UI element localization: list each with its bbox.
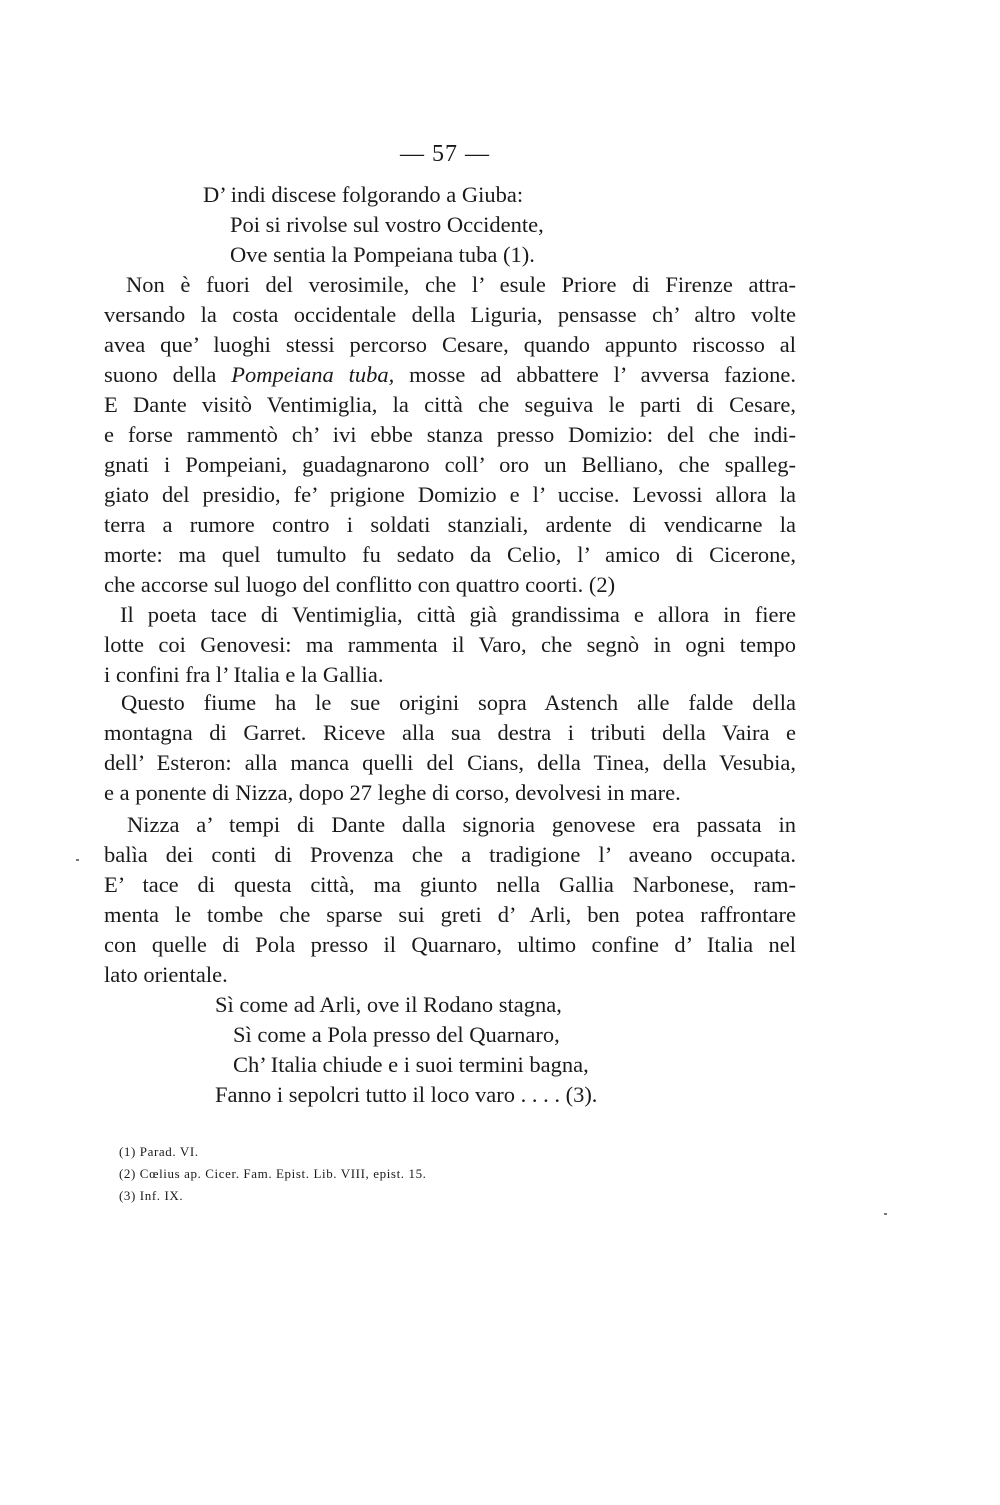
paragraph-line: E’ tace di questa città, ma giunto nella Gallia Narbonese, ram- <box>104 872 796 897</box>
paragraph-line: e a ponente di Nizza, dopo 27 leghe di corso, devolvesi in mare. <box>104 780 681 805</box>
paragraph-line: giato del presidio, fe’ prigione Domizio e l’ uccise. Levossi allora la <box>104 482 796 507</box>
paragraph-line: montagna di Garret. Riceve alla sua destra i tributi della Vaira e <box>104 720 796 745</box>
paragraph-line: Questo fiume ha le sue origini sopra Astench alle falde della <box>121 690 796 715</box>
page-number: — 57 — <box>400 141 490 167</box>
paragraph-line: lato orientale. <box>104 962 228 987</box>
paragraph-line: balìa dei conti di Provenza che a tradigione l’ aveano occupata. <box>104 842 796 867</box>
paragraph-line: e forse rammentò ch’ ivi ebbe stanza presso Domizio: del che indi- <box>104 422 796 447</box>
text-run: mosse ad abbattere l’ avversa fazione. <box>409 362 796 387</box>
paragraph-line: morte: ma quel tumulto fu sedato da Celio, l’ amico di Cicerone, <box>104 542 796 567</box>
paragraph-line: E Dante visitò Ventimiglia, la città che seguiva le parti di Cesare, <box>104 392 796 417</box>
verse-line: Ch’ Italia chiude e i suoi termini bagna, <box>233 1052 589 1077</box>
verse-line: Sì come ad Arli, ove il Rodano stagna, <box>215 992 562 1017</box>
paragraph-line: Nizza a’ tempi di Dante dalla signoria genovese era passata in <box>127 812 796 837</box>
verse-line: Fanno i sepolcri tutto il loco varo . . . . (3). <box>215 1082 598 1107</box>
footnote: (3) Inf. IX. <box>119 1188 184 1203</box>
paragraph-line: terra a rumore contro i soldati stanziali, ardente di vendicarne la <box>104 512 796 537</box>
footnote: (2) Cœlius ap. Cicer. Fam. Epist. Lib. VIII, epist. 15. <box>119 1166 427 1181</box>
paragraph-line: menta le tombe che sparse sui greti d’ Arli, ben potea raffrontare <box>104 902 796 927</box>
verse-line: Sì come a Pola presso del Quarnaro, <box>233 1022 560 1047</box>
paragraph-line: versando la costa occidentale della Liguria, pensasse ch’ altro volte <box>104 302 796 327</box>
paragraph-line: lotte coi Genovesi: ma rammenta il Varo, che segnò in ogni tempo <box>104 632 796 657</box>
paragraph-line-mixed <box>104 360 796 390</box>
verse-line: Ove sentia la Pompeiana tuba (1). <box>230 242 535 267</box>
verse-line: Poi si rivolse sul vostro Occidente, <box>230 212 544 237</box>
italic-text: Pompeiana tuba, <box>231 362 395 387</box>
text-run: suono della <box>104 362 217 387</box>
paragraph-line: Il poeta tace di Ventimiglia, città già grandissima e allora in fiere <box>120 602 796 627</box>
paragraph-line: dell’ Esteron: alla manca quelli del Cians, della Tinea, della Vesubia, <box>104 750 796 775</box>
paragraph-line: Non è fuori del verosimile, che l’ esule Priore di Firenze attra- <box>126 272 796 297</box>
scan-mark <box>76 859 79 861</box>
paragraph-line: con quelle di Pola presso il Quarnaro, ultimo confine d’ Italia nel <box>104 932 796 957</box>
paragraph-line: che accorse sul luogo del conflitto con quattro coorti. (2) <box>104 572 616 597</box>
paragraph-line: i confini fra l’ Italia e la Gallia. <box>104 662 384 687</box>
scan-mark <box>884 1213 887 1215</box>
verse-line: D’ indi discese folgorando a Giuba: <box>203 182 524 207</box>
paragraph-line: avea que’ luoghi stessi percorso Cesare, quando appunto riscosso al <box>104 332 796 357</box>
paragraph-line: gnati i Pompeiani, guadagnarono coll’ oro un Belliano, che spalleg- <box>104 452 796 477</box>
footnote: (1) Parad. VI. <box>119 1144 199 1159</box>
